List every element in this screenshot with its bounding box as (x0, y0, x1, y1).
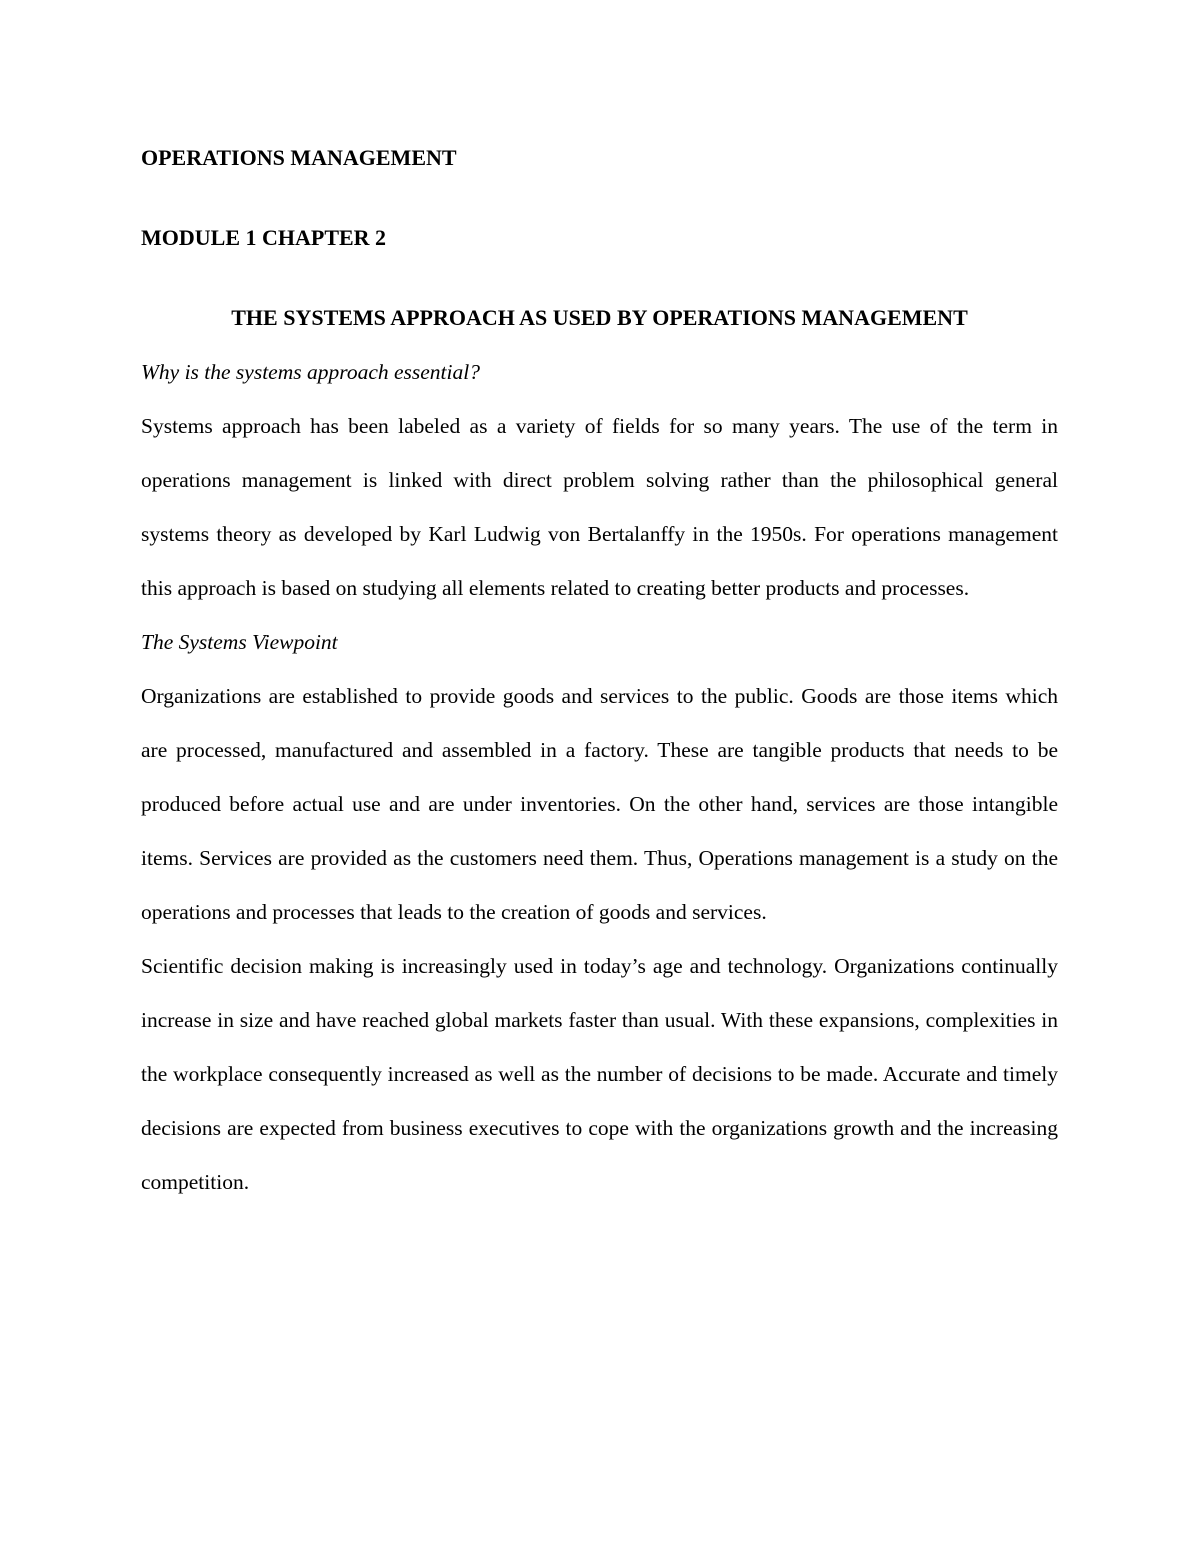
document-heading-course: OPERATIONS MANAGEMENT (141, 145, 457, 170)
section-subheading: The Systems Viewpoint (141, 630, 338, 654)
document-title: THE SYSTEMS APPROACH AS USED BY OPERATIONS MANAGEMENT (231, 305, 968, 330)
body-paragraph: Systems approach has been labeled as a variety of fields for so many years. The use of the term in operations management is linked with direct problem solving rather than the philosophical general systems theory as developed by Karl Ludwig von Bertalanffy in the 1950s. For operations management this approach is based on studying all elements related to creating better products and processes. (141, 414, 1058, 600)
document-page (141, 131, 1058, 1209)
document-heading-module: MODULE 1 CHAPTER 2 (141, 225, 387, 250)
body-paragraph: Organizations are established to provide goods and services to the public. Goods are those items which are processed, manufactured and assembled in a factory. These are tangible products that needs to be produced before actual use and are under inventories. On the other hand, services are those intangible items. Services are provided as the customers need them. Thus, Operations management is a study on the operations and processes that leads to the creation of goods and services. (141, 684, 1058, 924)
body-paragraph: Scientific decision making is increasingly used in today’s age and technology. Organizations continually increase in size and have reached global markets faster than usual. With these expansions, complexities in the workplace consequently increased as well as the number of decisions to be made. Accurate and timely decisions are expected from business executives to cope with the organizations growth and the increasing competition. (141, 954, 1058, 1194)
section-subheading: Why is the systems approach essential? (141, 360, 480, 384)
